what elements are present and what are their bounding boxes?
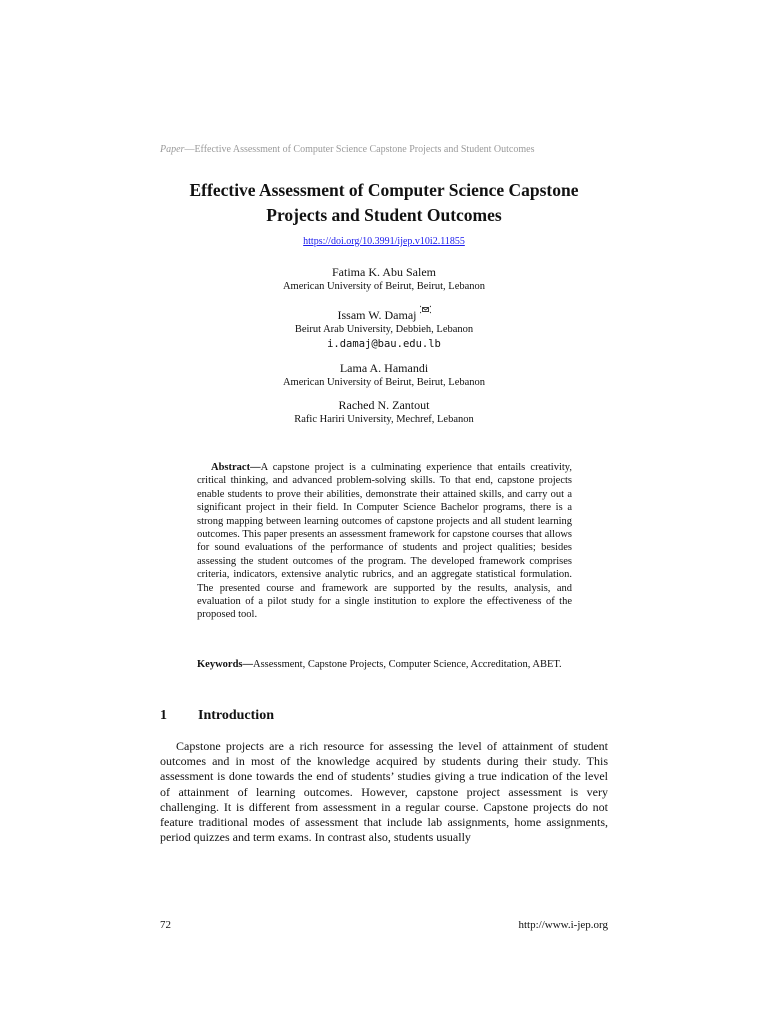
footer-url[interactable]: http://www.i-jep.org (518, 919, 608, 931)
author-affiliation: American University of Beirut, Beirut, Lebanon (282, 377, 486, 388)
author-email[interactable]: i.damaj@bau.edu.lb (327, 338, 441, 350)
author-block (150, 360, 618, 390)
section-heading (160, 708, 608, 724)
abstract-text: A capstone project is a culminating experience that entails creativity, critical thinking, and advanced problem-solving skills. To that end, capstone projects enable students to prove their abilities, demonstrate their attained skills, and carry out a significant project in their field. In Computer Science Bachelor programs, there is a strong mapping between learning outcomes of capstone projects and all student learning outcomes. This paper presents an assessment framework for capstone courses that allows for sound evaluations of the performance of students and project qualities; besides assessing the student outcomes of the program. The developed framework comprises criteria, indicators, extensive analytic rubrics, and an aggregate statistical formulation. The presented course and framework are supported by the results, analysis, and evaluation of a pilot study for a single institution to explore the effectiveness of the proposed tool. (197, 462, 572, 621)
author-name-text: Issam W. Damaj (337, 308, 417, 322)
doi-link[interactable]: https://doi.org/10.3991/ijep.v10i2.11855 (303, 236, 465, 247)
section-title: Introduction (198, 708, 274, 723)
author-block (150, 397, 618, 427)
author-name: Fatima K. Abu Salem (332, 265, 436, 279)
author-affiliation: Beirut Arab University, Debbieh, Lebanon (294, 324, 474, 335)
abstract-label: Abstract— (211, 462, 261, 473)
author-affiliation: Rafic Hariri University, Mechref, Lebanon (294, 414, 474, 425)
author-block (150, 305, 618, 351)
author-name: Lama A. Hamandi (339, 361, 429, 375)
title-line-1: Effective Assessment of Computer Science Capstone (189, 180, 579, 200)
paper-title (150, 178, 618, 228)
doi (150, 236, 618, 247)
running-head-prefix: Paper (160, 144, 185, 155)
page-number: 72 (160, 919, 171, 931)
author-name (150, 305, 618, 323)
keywords-text: Assessment, Capstone Projects, Computer Science, Accreditation, ABET. (253, 659, 562, 670)
title-line-2: Projects and Student Outcomes (266, 205, 502, 225)
envelope-icon (420, 305, 431, 316)
author-name: Rached N. Zantout (338, 398, 430, 412)
running-head-text: —Effective Assessment of Computer Science Capstone Projects and Student Outcomes (184, 144, 535, 155)
abstract (197, 461, 572, 622)
author-block (150, 264, 618, 294)
running-head (160, 144, 608, 155)
section-number: 1 (160, 708, 167, 723)
keywords-label: Keywords— (197, 659, 253, 670)
author-affiliation: American University of Beirut, Beirut, Lebanon (282, 281, 486, 292)
body-paragraph: Capstone projects are a rich resource for assessing the level of attainment of student outcomes and in most of the knowledge acquired by students during their study. This assessment is done towards the end of students’ studies giving a true indication of the level of attainment of learning outcomes. However, capstone project assessment is very challenging. It is different from assessment in a regular course. Capstone projects do not feature traditional modes of assessment that include lab assignments, home assignments, period quizzes and term exams. In contrast also, students usually (160, 739, 608, 845)
keywords (197, 658, 572, 671)
